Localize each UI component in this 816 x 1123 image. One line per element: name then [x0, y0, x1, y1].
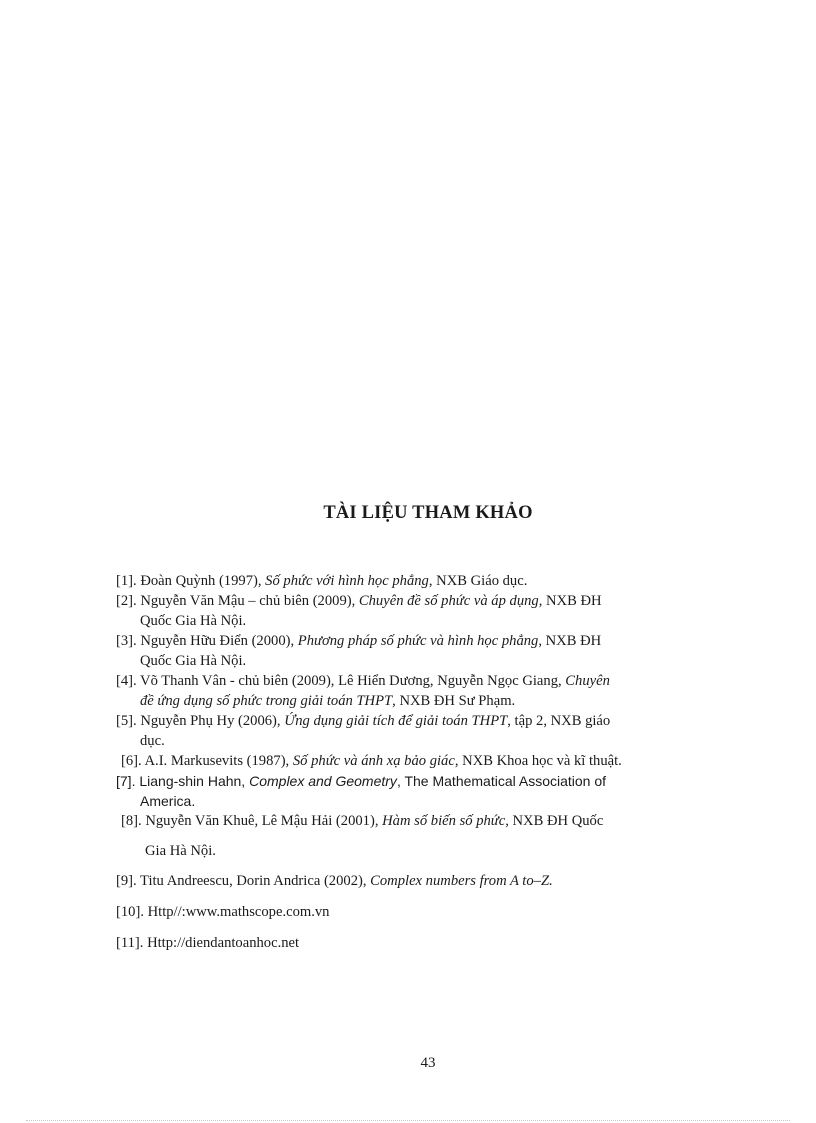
- reference-2-publisher: , NXB ĐH: [538, 593, 602, 609]
- reference-5-title: Ứng dụng giải tích để giải toán THPT: [284, 713, 508, 729]
- reference-7-text: [7]. Liang-shin Hahn,: [116, 773, 250, 789]
- reference-1-text: [1]. Đoàn Quỳnh (1997),: [116, 573, 266, 589]
- reference-4-publisher: , NXB ĐH Sư Phạm.: [392, 693, 516, 709]
- reference-3-title: Phương pháp số phức và hình học phẳng: [297, 633, 539, 649]
- reference-3-publisher: , NXB ĐH: [538, 633, 602, 649]
- reference-5-publisher: , tập 2, NXB giáo: [507, 713, 611, 729]
- reference-item-9: [116, 871, 738, 891]
- reference-item-1: [116, 571, 738, 591]
- page-title: TÀI LIỆU THAM KHẢO: [323, 503, 533, 523]
- reference-2-title: Chuyên đề số phức và áp dụng: [358, 593, 539, 609]
- reference-9-text: [9]. Titu Andreescu, Dorin Andrica (2002),: [116, 873, 371, 889]
- reference-10-text: [10]. Http//:www.mathscope.com.vn: [116, 904, 330, 920]
- reference-6-title: Số phức và ánh xạ bảo giác: [292, 753, 455, 769]
- reference-item-6: [116, 751, 738, 771]
- reference-6-publisher: , NXB Khoa học và kĩ thuật.: [454, 753, 622, 769]
- reference-2-text: [2]. Nguyễn Văn Mậu – chủ biên (2009),: [116, 593, 359, 609]
- reference-7-continuation: America.: [140, 793, 196, 809]
- reference-list: [116, 571, 738, 953]
- reference-6-text: [6]. A.I. Markusevits (1987),: [121, 753, 293, 769]
- reference-1-publisher: , NXB Giáo dục.: [428, 573, 528, 589]
- reference-5-text: [5]. Nguyễn Phụ Hy (2006),: [116, 713, 285, 729]
- reference-2-continuation: Quốc Gia Hà Nội.: [140, 613, 247, 629]
- reference-3-text: [3]. Nguyễn Hữu Điển (2000),: [116, 633, 298, 649]
- reference-3-continuation: Quốc Gia Hà Nội.: [140, 653, 247, 669]
- reference-item-2: [116, 591, 738, 631]
- reference-7-publisher: , The Mathematical Association of: [396, 773, 607, 789]
- reference-item-8: [116, 811, 738, 861]
- reference-8-continuation: Gia Hà Nội.: [145, 843, 216, 859]
- reference-item-5: [116, 711, 738, 751]
- reference-9-title: Complex numbers from A to–Z.: [370, 873, 553, 889]
- page-bottom-divider: [26, 1120, 790, 1121]
- reference-5-continuation: dục.: [140, 733, 165, 749]
- reference-item-10: [116, 902, 738, 922]
- reference-11-text: [11]. Http://diendantoanhoc.net: [116, 935, 300, 951]
- reference-4-text: [4]. Võ Thanh Vân - chủ biên (2009), Lê Hiển Dương, Nguyễn Ngọc Giang,: [116, 673, 566, 689]
- reference-4-title: Chuyên: [565, 673, 610, 689]
- reference-item-11: [116, 933, 738, 953]
- page-number: 43: [420, 1055, 436, 1071]
- reference-4-title-cont: đề ứng dụng số phức trong giải toán THPT: [140, 693, 393, 709]
- reference-8-publisher: , NXB ĐH Quốc: [505, 813, 604, 829]
- reference-item-4: [116, 671, 738, 711]
- reference-item-3: [116, 631, 738, 671]
- reference-4-continuation: [116, 691, 738, 711]
- reference-8-text: [8]. Nguyễn Văn Khuê, Lê Mậu Hải (2001),: [121, 813, 383, 829]
- reference-item-7: [116, 771, 738, 811]
- reference-8-title: Hàm số biến số phức: [382, 813, 506, 829]
- reference-1-title: Số phức với hình học phẳng: [265, 573, 429, 589]
- reference-7-title: Complex and Geometry: [249, 773, 397, 789]
